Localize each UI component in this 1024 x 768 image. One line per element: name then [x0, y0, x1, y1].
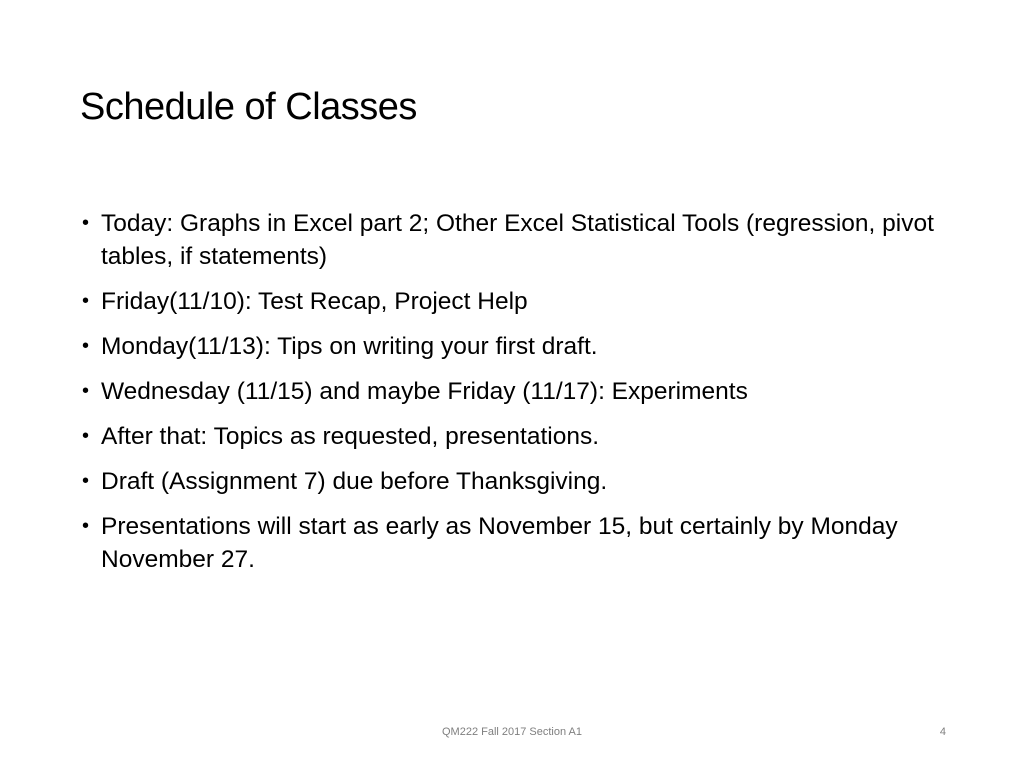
bullet-icon: •: [82, 290, 90, 312]
bullet-text: Wednesday (11/15) and maybe Friday (11/17): Experiments: [101, 378, 748, 405]
bullet-text: Presentations will start as early as November 15, but certainly by Monday November 27.: [101, 513, 898, 573]
bullet-text: After that: Topics as requested, presentations.: [101, 423, 600, 450]
bullet-icon: •: [82, 425, 90, 447]
list-item: [80, 285, 950, 318]
list-item: [80, 510, 950, 576]
bullet-icon: •: [82, 470, 90, 492]
bullet-icon: •: [82, 515, 90, 537]
list-item: [80, 420, 950, 453]
bullet-icon: •: [82, 335, 90, 357]
bullet-text: Monday(11/13): Tips on writing your first draft.: [101, 333, 598, 360]
slide-title: Schedule of Classes: [80, 86, 417, 128]
footer-page-number: 4: [939, 726, 946, 738]
list-item: [80, 465, 950, 498]
bullet-text: Draft (Assignment 7) due before Thanksgiving.: [101, 468, 608, 495]
list-item: [80, 207, 950, 273]
bullet-icon: •: [82, 212, 90, 234]
bullet-text: Friday(11/10): Test Recap, Project Help: [101, 288, 528, 315]
list-item: [80, 375, 950, 408]
bullet-icon: •: [82, 380, 90, 402]
list-item: [80, 330, 950, 363]
footer-course-label: QM222 Fall 2017 Section A1: [441, 726, 583, 738]
bullet-text: Today: Graphs in Excel part 2; Other Excel Statistical Tools (regression, pivot tables, if statements): [101, 210, 934, 270]
bullet-list: [80, 207, 950, 588]
